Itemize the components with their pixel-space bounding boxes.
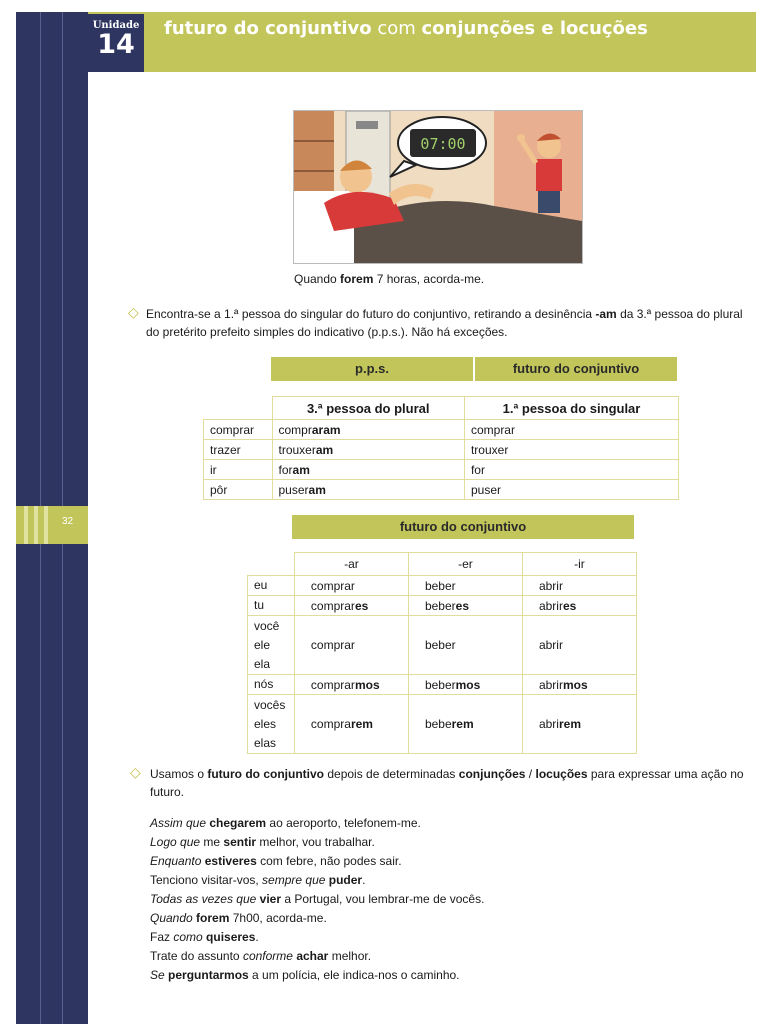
example-sentence: Todas as vezes que vier a Portugal, vou lembrar-me de vocês.: [150, 892, 485, 906]
table2-row: [248, 675, 637, 695]
table1-verb: comprar: [204, 420, 273, 440]
table2-row: [248, 596, 637, 616]
table2-conjugation: beberes: [408, 596, 522, 616]
table2-conjugation: abrirem: [522, 695, 636, 754]
table2-conjugation: abrires: [522, 596, 636, 616]
table2: [247, 552, 637, 754]
table1-future-form: trouxer: [464, 440, 678, 460]
table1-verb: trazer: [204, 440, 273, 460]
table2-col-header: -ar: [294, 553, 408, 576]
table1-pps-form: puseram: [272, 480, 464, 500]
unit-number: 14: [97, 29, 135, 60]
example-sentence: Faz como quiseres.: [150, 930, 259, 944]
diamond-bullet-icon: ◇: [128, 304, 139, 320]
table2-person: nós: [248, 675, 295, 695]
table2-conjugation: comprarem: [294, 695, 408, 754]
page-number-tab: [16, 506, 88, 544]
table2-row: [248, 695, 637, 754]
table2-conjugation: comprares: [294, 596, 408, 616]
table2-conjugation: abrir: [522, 576, 636, 596]
alarm-clock-display: 07:00: [420, 135, 466, 153]
table1-subheader-left: 3.ª pessoa do plural: [272, 397, 464, 420]
table2-person: você ele ela: [248, 616, 295, 675]
page-title: futuro do conjuntivo com conjunções e locuções: [164, 18, 648, 39]
table2-conjugation: comprar: [294, 616, 408, 675]
table2-conjugation: beber: [408, 576, 522, 596]
illustration: [293, 110, 583, 264]
example-sentence: Quando forem 7h00, acorda-me.: [150, 911, 327, 925]
table2-person: eu: [248, 576, 295, 596]
page-number: 32: [62, 516, 74, 527]
example-sentence: Assim que chegarem ao aeroporto, telefonem-me.: [150, 816, 421, 830]
table2-conjugation: comprar: [294, 576, 408, 596]
rule-1-text: Encontra-se a 1.ª pessoa do singular do futuro do conjuntivo, retirando a desinência -am da 3.ª pessoa do plural do pretérito prefeito simples do indicativo (p.p.s.). Não há exceções.: [146, 307, 743, 339]
illustration-caption: Quando forem 7 horas, acorda-me.: [294, 272, 485, 286]
table1-row: [204, 440, 679, 460]
table1-row: [204, 480, 679, 500]
table2-row: [248, 576, 637, 596]
table2-person: tu: [248, 596, 295, 616]
table2-title: futuro do conjuntivo: [292, 515, 634, 539]
example-sentence: Trate do assunto conforme achar melhor.: [150, 949, 372, 963]
table2-conjugation: bebermos: [408, 675, 522, 695]
example-sentences: [150, 814, 484, 985]
table2-header-row: [248, 553, 637, 576]
example-sentence: Logo que me sentir melhor, vou trabalhar.: [150, 835, 375, 849]
table1-verb: ir: [204, 460, 273, 480]
table1-subheader-row: [204, 397, 679, 420]
table2-col-header: -ir: [522, 553, 636, 576]
table1-future-form: comprar: [464, 420, 678, 440]
table1-row: [204, 420, 679, 440]
table1-future-form: for: [464, 460, 678, 480]
table1-header-pps: p.p.s.: [271, 357, 473, 381]
unit-label: Unidade: [92, 20, 140, 31]
table2-conjugation: abrirmos: [522, 675, 636, 695]
table2-conjugation: comprarmos: [294, 675, 408, 695]
diamond-bullet-icon: ◇: [130, 764, 141, 780]
unit-badge: [88, 14, 144, 72]
table2-conjugation: beberem: [408, 695, 522, 754]
example-sentence: Enquanto estiveres com febre, não podes sair.: [150, 854, 402, 868]
table1-verb: pôr: [204, 480, 273, 500]
table1-subheader-right: 1.ª pessoa do singular: [464, 397, 678, 420]
table1-pps-form: compraram: [272, 420, 464, 440]
table1-future-form: puser: [464, 480, 678, 500]
example-sentence: Tenciono visitar-vos, sempre que puder.: [150, 873, 366, 887]
table1-pps-form: trouxeram: [272, 440, 464, 460]
table2-person: vocês eles elas: [248, 695, 295, 754]
illustration-scene: [294, 111, 582, 263]
table2-row: [248, 616, 637, 675]
table1-header-future: futuro do conjuntivo: [475, 357, 677, 381]
table2-conjugation: abrir: [522, 616, 636, 675]
table2-col-header: -er: [408, 553, 522, 576]
rule-2-text: Usamos o futuro do conjuntivo depois de determinadas conjunções / locuções para expressar uma ação no futuro.: [150, 767, 744, 799]
table2-conjugation: beber: [408, 616, 522, 675]
example-sentence: Se perguntarmos a um polícia, ele indica-nos o caminho.: [150, 968, 460, 982]
table1: [203, 396, 679, 500]
table1-pps-form: foram: [272, 460, 464, 480]
table1-row: [204, 460, 679, 480]
